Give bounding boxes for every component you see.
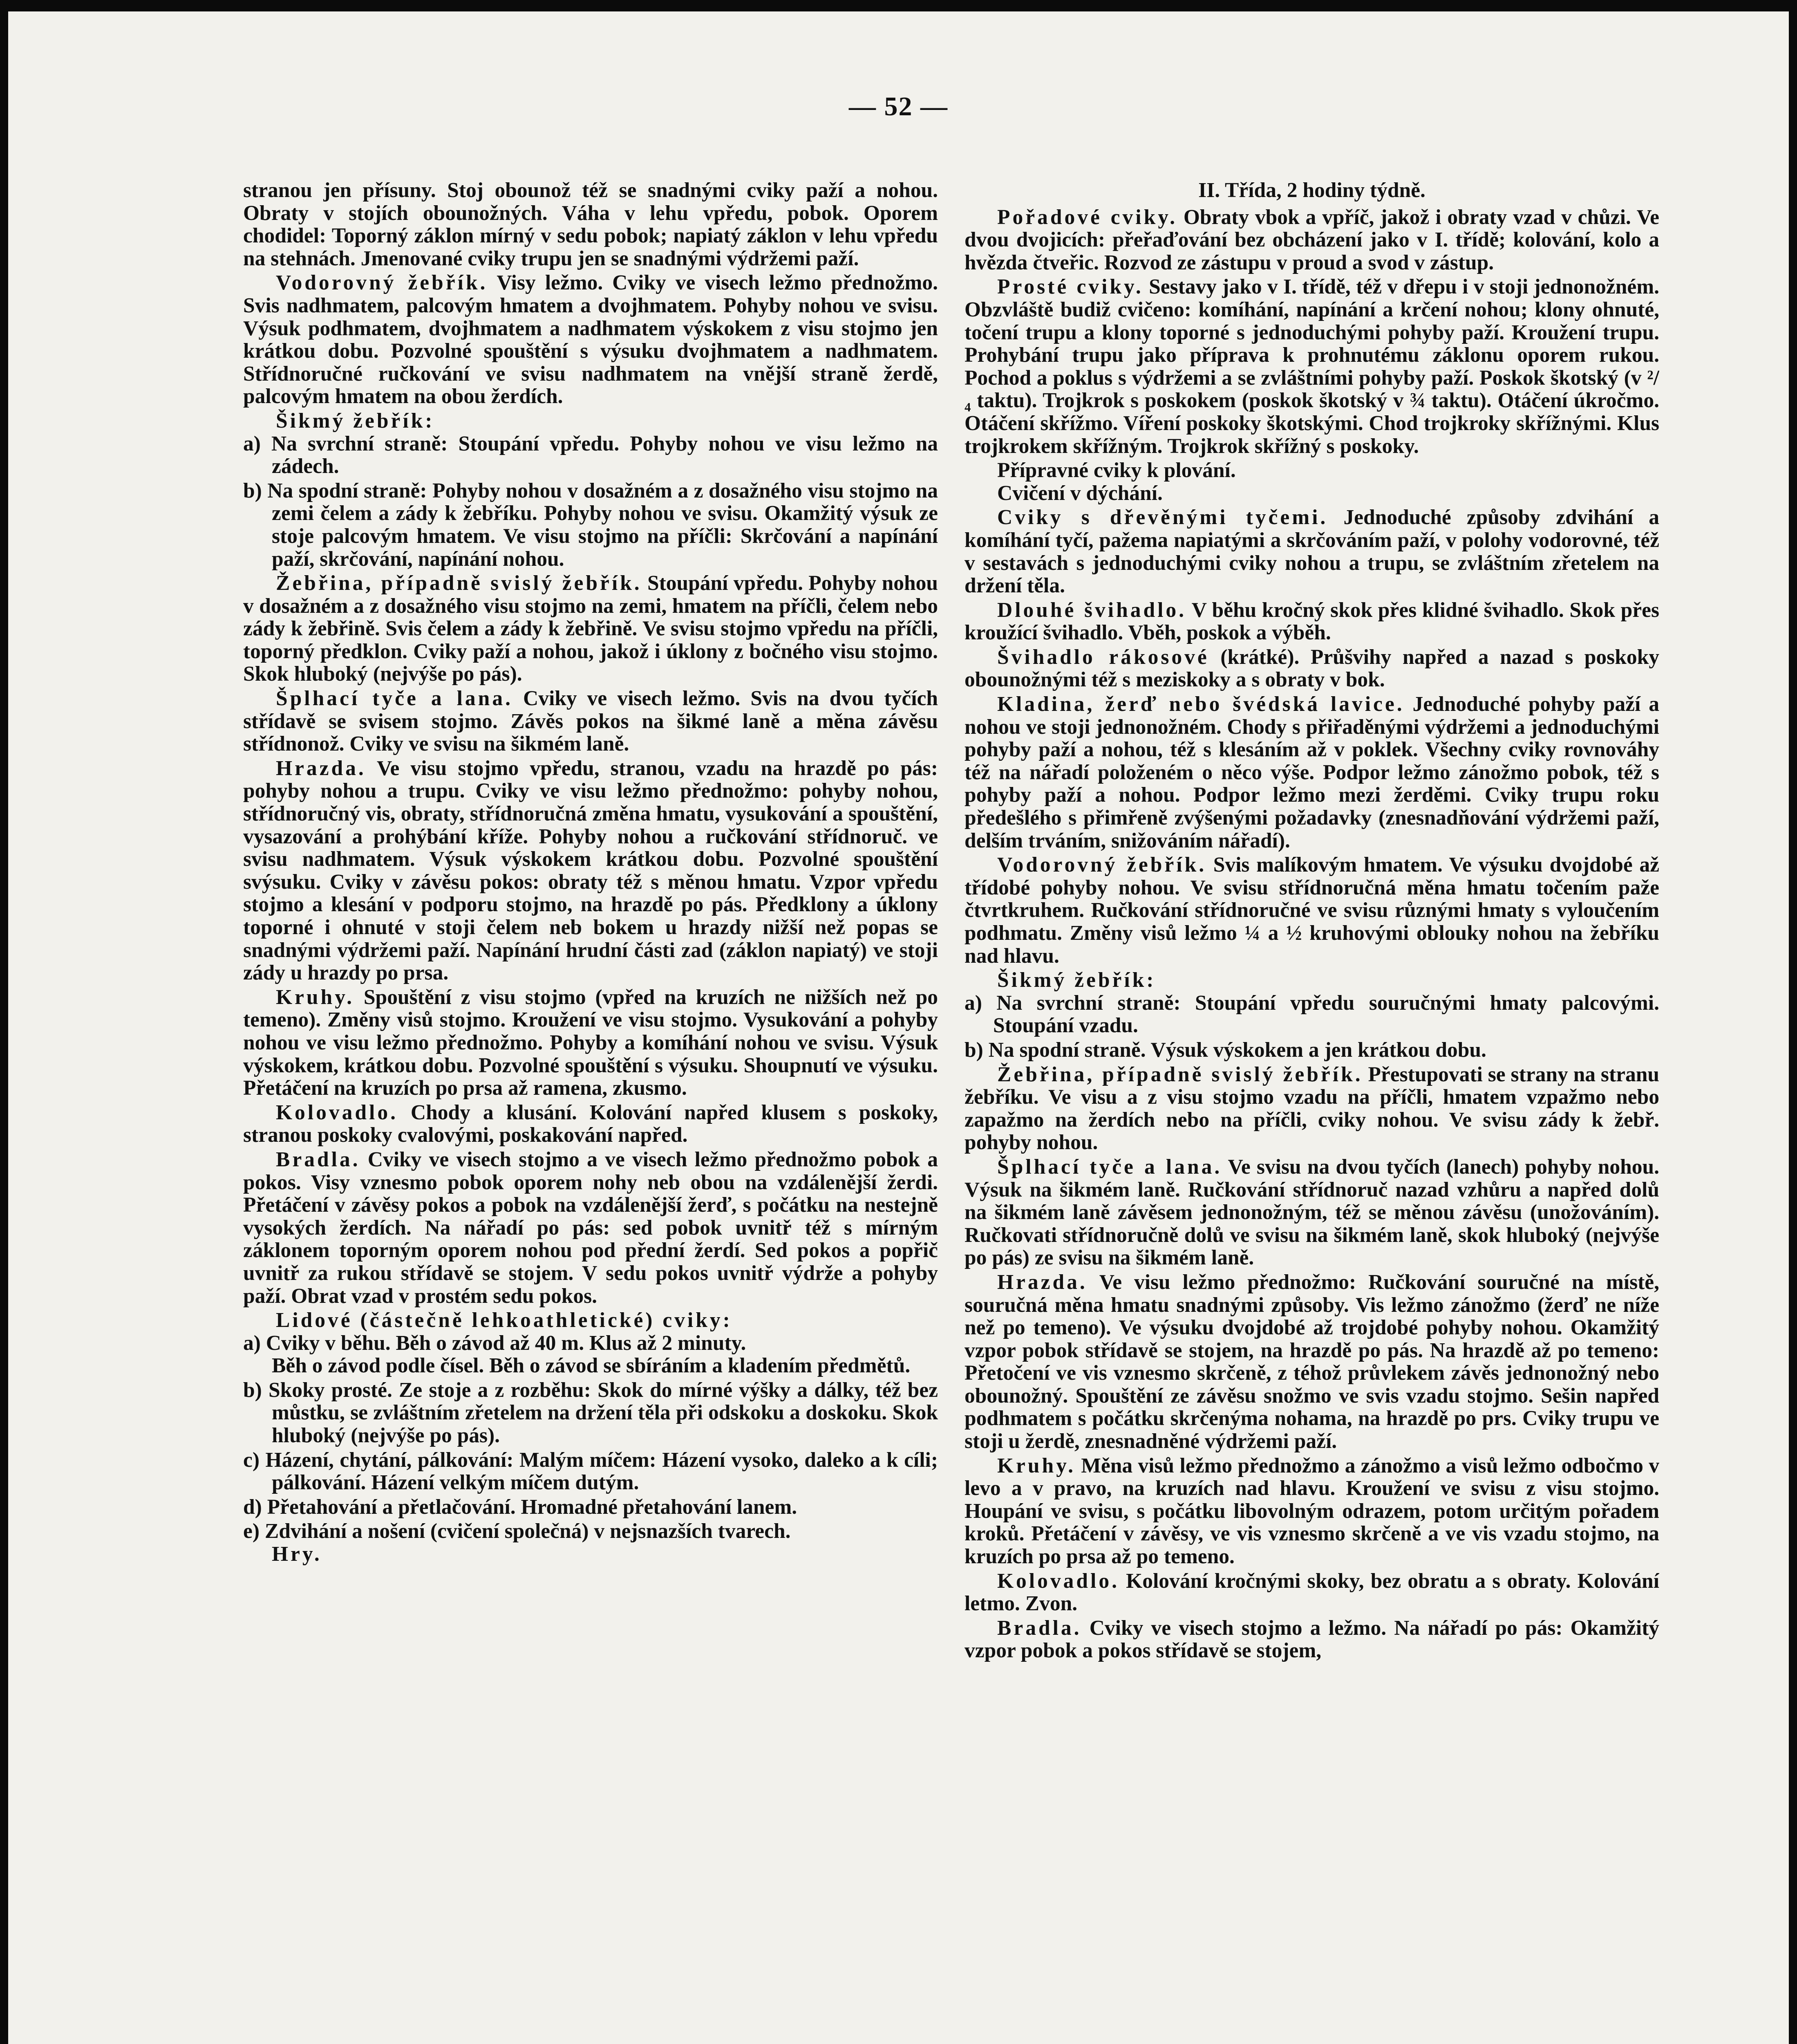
paragraph bbox=[965, 646, 1659, 691]
paragraph bbox=[243, 1148, 938, 1307]
paragraph-heading: Bradla. bbox=[276, 1148, 360, 1171]
list-text: Cviky v běhu. Běh o závod až 40 m. Klus až 2 minuty. bbox=[266, 1331, 746, 1355]
section-heading: Šikmý žebřík: bbox=[276, 409, 435, 433]
list-marker: b) bbox=[965, 1038, 983, 1062]
list-item bbox=[243, 1496, 938, 1519]
list-text: Skoky prosté. Ze stoje a z rozběhu: Skok do mírné výšky a dálky, též bez můstku, se zvláštním zřetelem na držení těla při odskoku a doskoku. Skok hluboký (nejvýše po pás). bbox=[268, 1378, 938, 1448]
page-number: — 52 — bbox=[849, 92, 948, 121]
list-marker: e) bbox=[243, 1520, 260, 1543]
list-marker: c) bbox=[243, 1448, 260, 1472]
paragraph: stranou jen přísuny. Stoj obounož též se snadnými cviky paží a nohou. Obraty v stojích obounožných. Váha v lehu vpředu, pobok. Oporem chodidel: Toporný záklon mírný v sedu pobok; napiatý záklon v lehu vpředu na stehnách. Jmenované cviky trupu jen se snadnými výdržemi paží. bbox=[243, 179, 938, 270]
list-text: Na spodní straně. Výsuk výskokem a jen krátkou dobu. bbox=[988, 1038, 1486, 1062]
paragraph-heading: Kruhy. bbox=[997, 1454, 1076, 1477]
list-marker: a) bbox=[243, 432, 261, 455]
paragraph-text: Chody a klusání. Kolování napřed klusem s poskoky, stranou poskoky cvalovými, poskakování napřed. bbox=[243, 1100, 938, 1147]
paragraph bbox=[965, 1063, 1659, 1154]
paragraph-heading: Kolovadlo. bbox=[276, 1100, 398, 1124]
paragraph bbox=[965, 506, 1659, 597]
list-item bbox=[243, 1379, 938, 1447]
paragraph-text: Ve visu ležmo přednožmo: Ručkování souručné na místě, souručná měna hmatu snadnými způsoby. Vis ležmo zánožmo (žerď ne níže než po temeno). Ve výsuku dvojdobé až trojdobé pohyby nohou. Okamžitý vzpor pobok střídavě se stojem, na hrazdě po pás. Na hrazdě až po temeno: Přetočení ve vis vznesmo skrčeně, z téhož průvlekem závěs jednonožný nebo obounožný. Spouštění ze závěsu snožmo ve svis vzadu stojmo. Sešin napřed podhmatem s počátku skrčenýma nohama, na hrazdě po prs. Cviky trupu ve stoji u žerdě, znesnadněné výdržemi paží. bbox=[965, 1270, 1659, 1453]
right-column bbox=[965, 179, 1659, 2035]
paragraph-text: Cviky ve visech ležmo. Svis na dvou tyčích střídavě se svisem stojmo. Závěs pokos na šikmé laně a měna závěsu střídnonož. Cviky ve svisu na šikmém laně. bbox=[243, 687, 938, 756]
list-item bbox=[243, 480, 938, 570]
paragraph bbox=[965, 1271, 1659, 1453]
games-heading: Hry. bbox=[272, 1542, 322, 1566]
class-title: II. Třída, 2 hodiny týdně. bbox=[1198, 179, 1426, 202]
paragraph-text: Spouštění z visu stojmo (vpřed na kruzích ne nižších než po temeno). Změny visů stojmo. Kroužení ve visu stojmo. Vysukování a pohyby nohou ve visu ležmo přednožmo. Pohyby a komíhání nohou ve svisu. Výsuk výskokem, krátkou dobu. Pozvolné spouštění s výsuku. Shoupnutí ve výsuku. Přetáčení na kruzích po prsa až ramena, zkusmo. bbox=[243, 985, 938, 1100]
paragraph-heading: Kruhy. bbox=[276, 985, 354, 1009]
paragraph-text: Jednoduché pohyby paží a nohou ve stoji jednonožném. Chody s přiřaděnými výdržemi a jednoduchými pohyby paží a nohou, též s klesáním až v poklek. Všechny cviky rovnováhy též na nářadí položeném o něco výše. Podpor ležmo zánožmo pobok, též s pohyby paží a nohou. Podpor ležmo mezi žerděmi. Cviky trupu roku předešlého s přimřeně zvýšenými požadavky (znesnadňování výdržemi paží, delším trváním, snižováním nářadí). bbox=[965, 693, 1659, 852]
list-text: Na svrchní straně: Stoupání vpředu. Pohyby nohou ve visu ležmo na zádech. bbox=[271, 432, 938, 478]
paragraph bbox=[965, 276, 1659, 457]
paragraph-heading: Vodorovný žebřík. bbox=[997, 853, 1207, 877]
paragraph-text: Svis malíkovým hmatem. Ve výsuku dvojdobé až třídobé pohyby nohou. Ve svisu střídnoručná měna hmatu točením paže čtvrtkruhem. Ručkování střídnoručné ve svisu různými hmaty s vyloučením podhmatu. Změny visů ležmo ¼ a ½ kruhovými oblouky nohou na žebříku nad hlavu. bbox=[965, 853, 1659, 968]
list-text: Na spodní straně: Pohyby nohou v dosažném a z dosažného visu stojmo na zemi čelem a zády k žebříku. Pohyby nohou ve svisu. Okamžitý výsuk ze stoje palcovým hmatem. Ve visu stojmo na příčli: Skrčování a napínání paží, skrčování, napínání nohou. bbox=[267, 479, 938, 571]
paragraph-text: Visy ležmo. Cviky ve visech ležmo přednožmo. Svis nadhmatem, palcovým hmatem a dvojhmatem. Pohyby nohou ve svisu. Výsuk podhmatem, dvojhmatem a nadhmatem výskokem z visu stojmo jen krátkou dobu. Pozvolné spouštění s výsuku dvojhmatem a nadhmatem. Střídnoručné ručkování ve svisu nadhmatem na vnější straně žerdě, palcovým hmatem na obou žerdích. bbox=[243, 271, 938, 408]
paragraph-heading: Hrazda. bbox=[276, 756, 366, 780]
list-item bbox=[965, 1039, 1659, 1062]
list-item bbox=[965, 992, 1659, 1037]
section-heading: Šikmý žebřík: bbox=[997, 968, 1156, 992]
paragraph bbox=[243, 1101, 938, 1147]
paragraph-text: V běhu kročný skok přes klidné švihadlo. Skok přes kroužící švihadlo. Vběh, poskok a výběh. bbox=[965, 598, 1659, 645]
section-heading: Lidové (částečně lehkoathletické) cviky: bbox=[276, 1309, 732, 1332]
paragraph-text: Kolování kročnými skoky, bez obratu a s obraty. Kolování letmo. Zvon. bbox=[965, 1569, 1659, 1616]
paragraph-heading: Žebřina, případně svislý žebřík. bbox=[276, 572, 642, 595]
document-page bbox=[8, 11, 1789, 2044]
paragraph-heading: Bradla. bbox=[997, 1616, 1082, 1640]
paragraph-heading: Šplhací tyče a lana. bbox=[276, 687, 513, 710]
paragraph-heading: Žebřina, případně svislý žebřík. bbox=[997, 1062, 1363, 1086]
list-item bbox=[243, 1449, 938, 1494]
paragraph bbox=[965, 693, 1659, 852]
list-text: Na svrchní straně: Stoupání vpředu souručnými hmaty palcovými. Stoupání vzadu. bbox=[993, 991, 1659, 1038]
paragraph-text: Cviky ve visech stojmo a ležmo. Na nářadí po pás: Okamžitý vzpor pobok a pokos střídavě se stojem, bbox=[965, 1616, 1659, 1663]
list-marker: a) bbox=[243, 1331, 261, 1355]
paragraph: Přípravné cviky k plování. bbox=[997, 459, 1236, 482]
paragraph bbox=[243, 986, 938, 1100]
paragraph-heading: Kolovadlo. bbox=[997, 1569, 1119, 1593]
paragraph-text: Ve svisu na dvou tyčích (lanech) pohyby nohou. Výsuk na šikmém laně. Ručkování střídnoruč nazad vzhůru a napřed dolů na šikmém laně závěsem jednonožným, též se měnou závěsu (unožováním). Ručkovati střídnoručně dolů ve svisu na šikmém laně, skok hluboký (nejvýše po pás) ze svisu na šikmém laně. bbox=[965, 1155, 1659, 1270]
paragraph-text: Přestupovati se strany na stranu žebříku. Ve visu a z visu stojmo vzadu na příčli, hmatem vzpažmo nebo zapažmo na žerdích nebo na příčli, cviky nohou. Ve svisu zády k žebř. pohyby nohou. bbox=[965, 1062, 1659, 1154]
paragraph bbox=[965, 1455, 1659, 1568]
paragraph: Cvičení v dýchání. bbox=[997, 481, 1163, 505]
paragraph bbox=[243, 572, 938, 686]
paragraph bbox=[965, 1617, 1659, 1662]
paragraph bbox=[965, 854, 1659, 967]
paragraph bbox=[965, 206, 1659, 274]
paragraph-text: Ve visu stojmo vpředu, stranou, vzadu na hrazdě po pás: pohyby nohou a trupu. Cviky ve visu ležmo přednožmo: pohyby nohou, střídnoručný vis, obraty, střídnoručná změna hmatu, vysukování a spouštění, vysazování a prohýbání kříže. Pohyby nohou a ručkování střídnoruč. ve svisu nadhmatem. Výsuk výskokem krátkou dobu. Pozvolné spouštění svýsuku. Cviky v závěsu pokos: obraty též s měnou hmatu. Vzpor vpředu stojmo a klesání v podporu stojmo, na hrazdě po pás. Předklony a úklony toporné i ohnuté v stoji čelem neb bokem u hrazdy nižší než popas se snadnými výdržemi paží. Napínání hrudní části zad (záklon napiatý) ve stoji zády u hrazdy po prsa. bbox=[243, 756, 938, 985]
paragraph-heading: Hrazda. bbox=[997, 1270, 1088, 1294]
list-text: Zdvihání a nošení (cvičení společná) v nejsnazších tvarech. bbox=[264, 1520, 791, 1543]
list-item bbox=[243, 433, 938, 478]
list-text: Přetahování a přetlačování. Hromadné přetahování lanem. bbox=[267, 1495, 797, 1519]
list-item-continuation: Běh o závod podle čísel. Běh o závod se sbíráním a kladením předmětů. bbox=[272, 1354, 911, 1378]
paragraph-heading: Dlouhé švihadlo. bbox=[997, 598, 1187, 622]
paragraph-text: Cviky ve visech stojmo a ve visech ležmo přednožmo pobok a pokos. Visy vznesmo pobok oporem nohy neb obou na vzdálenější žerdi. Přetáčení v závěsy pokos a pobok na vzdálenější žerď, s počátku na nestejně vysokých žerdích. Na nářadí po pás: sed pobok uvnitř též s mírným záklonem toporným oporem nohou pod přední žerdí. Sed pokos a popřič uvnitř za rukou střídavě se stojem. V sedu pokos uvnitř výdrže a pohyby paží. Obrat vzad v prostém sedu pokos. bbox=[243, 1148, 938, 1308]
list-marker: b) bbox=[243, 479, 262, 502]
paragraph bbox=[965, 1570, 1659, 1615]
paragraph-text: Sestavy jako v I. třídě, též v dřepu i v stoji jednonožném. Obzvláště budiž cvičeno: komíhání, napínání a krčení nohou; klony ohnuté, točení trupu a klony toporné s jednoduchými pohyby paží. Kroužení trupu. Prohybání trupu jako příprava k prohnutému záklonu oporem rukou. Pochod a poklus s výdržemi a se zvláštními pohyby paží. Poskok škotský (v ²/₄ taktu). Trojkrok s poskokem (poskok škotský v ¾ taktu). Otáčení úkročmo. Otáčení skřížmo. Víření poskoky škotskými. Chod trojkroky skřížnými. Klus trojkrokem skřížným. Trojkrok skřížný s poskoky. bbox=[965, 275, 1659, 458]
left-column bbox=[243, 179, 938, 2035]
list-marker: d) bbox=[243, 1495, 262, 1519]
paragraph-heading: Vodorovný žebřík. bbox=[276, 271, 488, 295]
paragraph-heading: Prosté cviky. bbox=[997, 275, 1144, 299]
paragraph-text: Stoupání vpředu. Pohyby nohou v dosažném a z dosažného visu stojmo na zemi, hmatem na příčli, čelem nebo zády k žebřině. Svis čelem a zády k žebřině. Ve svisu stojmo vpředu na příčli, toporný předklon. Cviky paží a nohou, jakož i úklony z bočného visu stojmo. Skok hluboký (nejvýše po pás). bbox=[243, 572, 938, 686]
list-marker: a) bbox=[965, 991, 982, 1015]
paragraph bbox=[243, 271, 938, 408]
paragraph bbox=[243, 757, 938, 984]
paragraph-heading: Švihadlo rákosové bbox=[997, 645, 1209, 669]
list-marker: b) bbox=[243, 1378, 262, 1402]
list-text: Házení, chytání, pálkování: Malým míčem: Házení vysoko, daleko a k cíli; pálkování. Házení velkým míčem dutým. bbox=[265, 1448, 938, 1495]
paragraph-heading: Kladina, žerď nebo švédská lavice. bbox=[997, 693, 1405, 716]
paragraph-heading: Cviky s dřevěnými tyčemi. bbox=[997, 506, 1328, 529]
paragraph-heading: Pořadové cviky. bbox=[997, 205, 1178, 229]
list-item bbox=[243, 1332, 938, 1355]
paragraph-text: Jednoduché způsoby zdvihání a komíhání tyčí, pažema napiatými a skrčováním paží, v polohy vodorovné, též v sestavách s jednoduchými cviky nohou a trupu, se zvláštním zřetelem na držení těla. bbox=[965, 506, 1659, 598]
paragraph bbox=[965, 599, 1659, 644]
paragraph-heading: Šplhací tyče a lana. bbox=[997, 1155, 1222, 1179]
paragraph bbox=[965, 1156, 1659, 1269]
paragraph bbox=[243, 687, 938, 755]
list-item bbox=[243, 1520, 938, 1543]
paragraph-text: Měna visů ležmo přednožmo a zánožmo a visů ležmo odbočmo v levo a v pravo, na kruzích nad hlavu. Kroužení ve svisu z visu stojmo. Houpání ve svisu, s počátku libovolným odrazem, potom určitým pořadem kroků. Přetáčení v závěsy, ve vis vznesmo skrčeně a ve vis vzadu stojmo, na kruzích po prsa až po temeno. bbox=[965, 1454, 1659, 1569]
paragraph-text: (krátké). Průšvihy napřed a nazad s poskoky obounožnými též s meziskoky a s obraty v bok. bbox=[965, 645, 1659, 692]
paragraph-text: Obraty vbok a vpříč, jakož i obraty vzad v chůzi. Ve dvou dvojicích: přeřaďování bez obcházení jako v I. třídě; kolování, kolo a hvězda čtveřic. Rozvod ze zástupu v proud a svod v zástup. bbox=[965, 205, 1659, 274]
